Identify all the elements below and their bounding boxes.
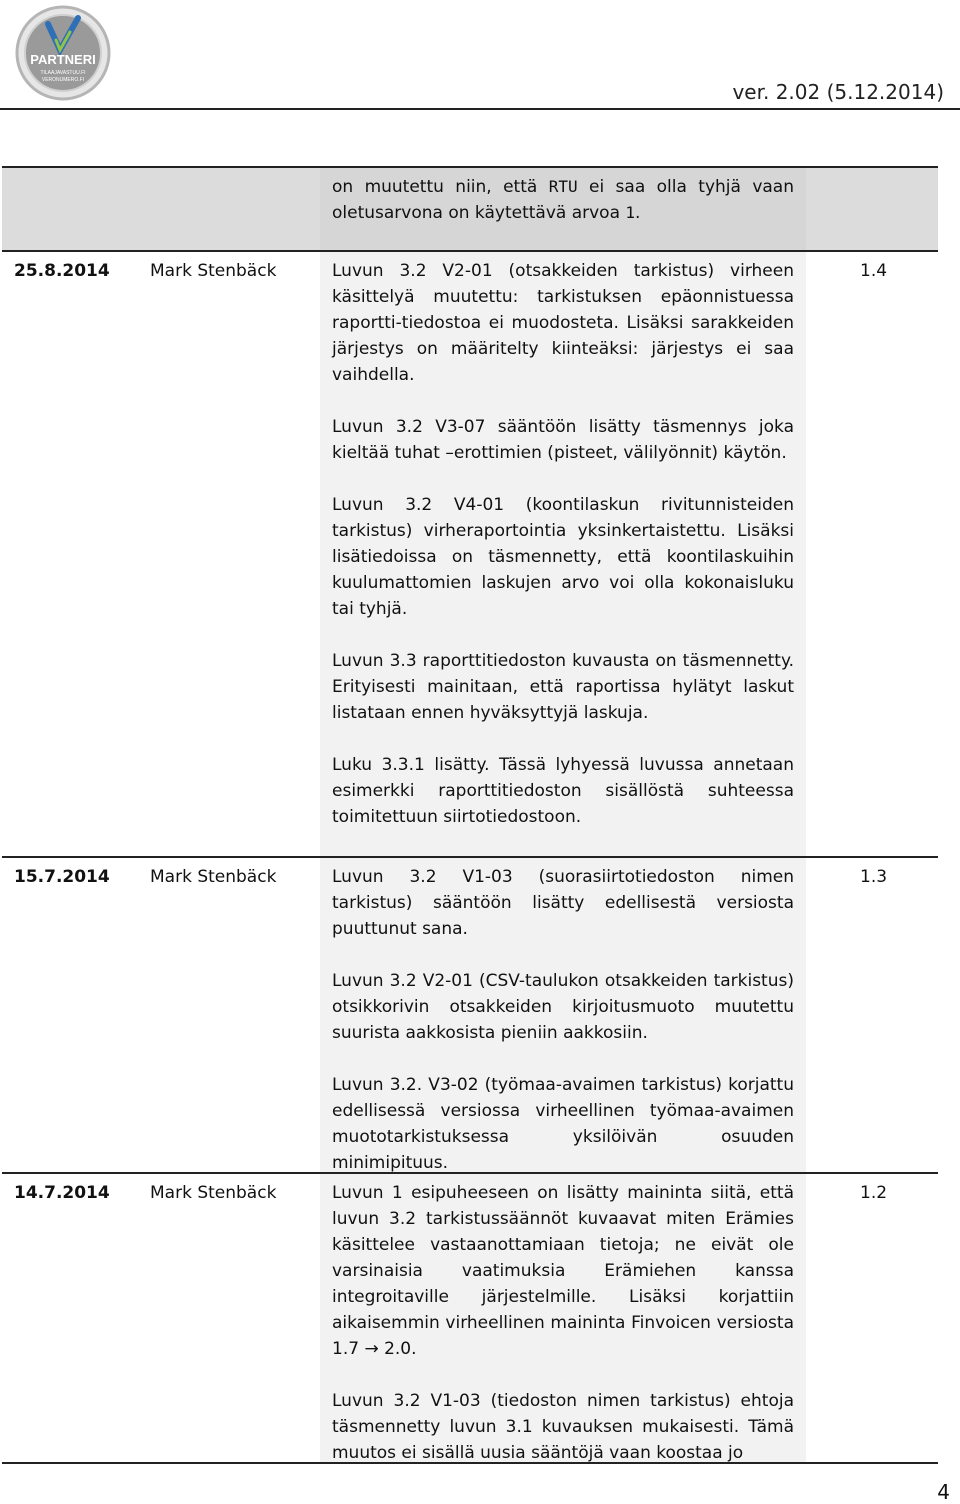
header-divider [0, 108, 960, 110]
change-author: Mark Stenbäck [150, 867, 277, 887]
change-description [332, 258, 794, 830]
change-paragraph: Luvun 3.2. V3-02 (työmaa-avaimen tarkistus) korjattu edellisessä versiossa virheellinen työmaa-avaimen muototarkistuksessa yksilöivän osuuden minimipituus. [332, 1075, 794, 1173]
change-paragraph: Luku 3.3.1 lisätty. Tässä lyhyessä luvussa annetaan esimerkki raporttitiedoston sisällöstä suhteessa toimitettuun siirtotiedostoon. [332, 755, 794, 827]
change-paragraph: Luvun 3.2 V1-03 (tiedoston nimen tarkistus) ehtoja täsmennetty luvun 3.1 kuvauksen mukaisesti. Tämä muutos ei sisällä uusia sääntöjä vaan koostaa jo [332, 1391, 794, 1463]
change-date: 14.7.2014 [14, 1183, 110, 1203]
change-paragraph: Luvun 1 esipuheeseen on lisätty maininta siitä, että luvun 3.2 tarkistussäännöt kuvaavat miten Erämies käsittelee vastaanottamiaan tietoja; ne eivät ole varsinaisia vaatimuksia Erämiehen kanssa integroitaville järjestelmille. Lisäksi korjattiin aikaisemmin virheellinen maininta Finvoicen versiosta 1.7 → 2.0. [332, 1183, 794, 1359]
change-version: 1.3 [860, 867, 888, 887]
change-paragraph: Luvun 3.2 V2-01 (otsakkeiden tarkistus) virheen käsittelyä muutettu: tarkistuksen epäonnistuessa raportti-tiedostoa ei muodosteta. Lisäksi sarakkeiden järjestys on määritelty kiinteäksi: järjestys ei saa vaihdella. [332, 261, 794, 385]
change-paragraph: Luvun 3.2 V4-01 (koontilaskun rivitunnisteiden tarkistus) virheraportointia yksinkertaistettu. Lisäksi lisätiedoissa on täsmennetty, että koontilaskuihin kuulumattomien laskujen arvo voi olla kokonaisluku tai tyhjä. [332, 495, 794, 619]
partneri-logo [14, 4, 112, 102]
logo-subtext-1: TILAAJAVASTUU.FI [40, 70, 86, 76]
change-description [332, 1180, 794, 1466]
table-row [2, 1172, 938, 1464]
change-description [332, 864, 794, 1176]
table-row [2, 166, 938, 250]
change-description: on muutettu niin, että RTU ei saa olla tyhjä vaan oletusarvona on käytettävä arvoa 1. [332, 177, 794, 223]
table-row [2, 250, 938, 856]
table-row [2, 856, 938, 1172]
change-version: 1.2 [860, 1183, 888, 1203]
change-paragraph: Luvun 3.3 raporttitiedoston kuvausta on täsmennetty. Erityisesti mainitaan, että raportissa hylätyt laskut listataan ennen hyväksyttyjä laskuja. [332, 651, 794, 723]
logo-text: PARTNERI [30, 52, 96, 67]
change-author: Mark Stenbäck [150, 1183, 277, 1203]
change-author: Mark Stenbäck [150, 261, 277, 281]
change-date: 15.7.2014 [14, 867, 110, 887]
change-paragraph: Luvun 3.2 V3-07 sääntöön lisätty täsmennys joka kieltää tuhat –erottimien (pisteet, välilyönnit) käytön. [332, 417, 794, 463]
change-date: 25.8.2014 [14, 261, 110, 281]
change-paragraph: Luvun 3.2 V1-03 (suorasiirtotiedoston nimen tarkistus) sääntöön lisätty edellisestä versiosta puuttunut sana. [332, 867, 794, 939]
logo-subtext-2: VERONUMERO.FI [41, 77, 85, 83]
document-version: ver. 2.02 (5.12.2014) [732, 80, 944, 104]
change-paragraph: Luvun 3.2 V2-01 (CSV-taulukon otsakkeiden tarkistus) otsikkorivin otsakkeiden kirjoitusmuoto muutettu suurista aakkosista pieniin aakkosiin. [332, 971, 794, 1043]
change-version: 1.4 [860, 261, 888, 281]
change-log-table [2, 166, 938, 1464]
page-number: 4 [937, 1480, 950, 1504]
